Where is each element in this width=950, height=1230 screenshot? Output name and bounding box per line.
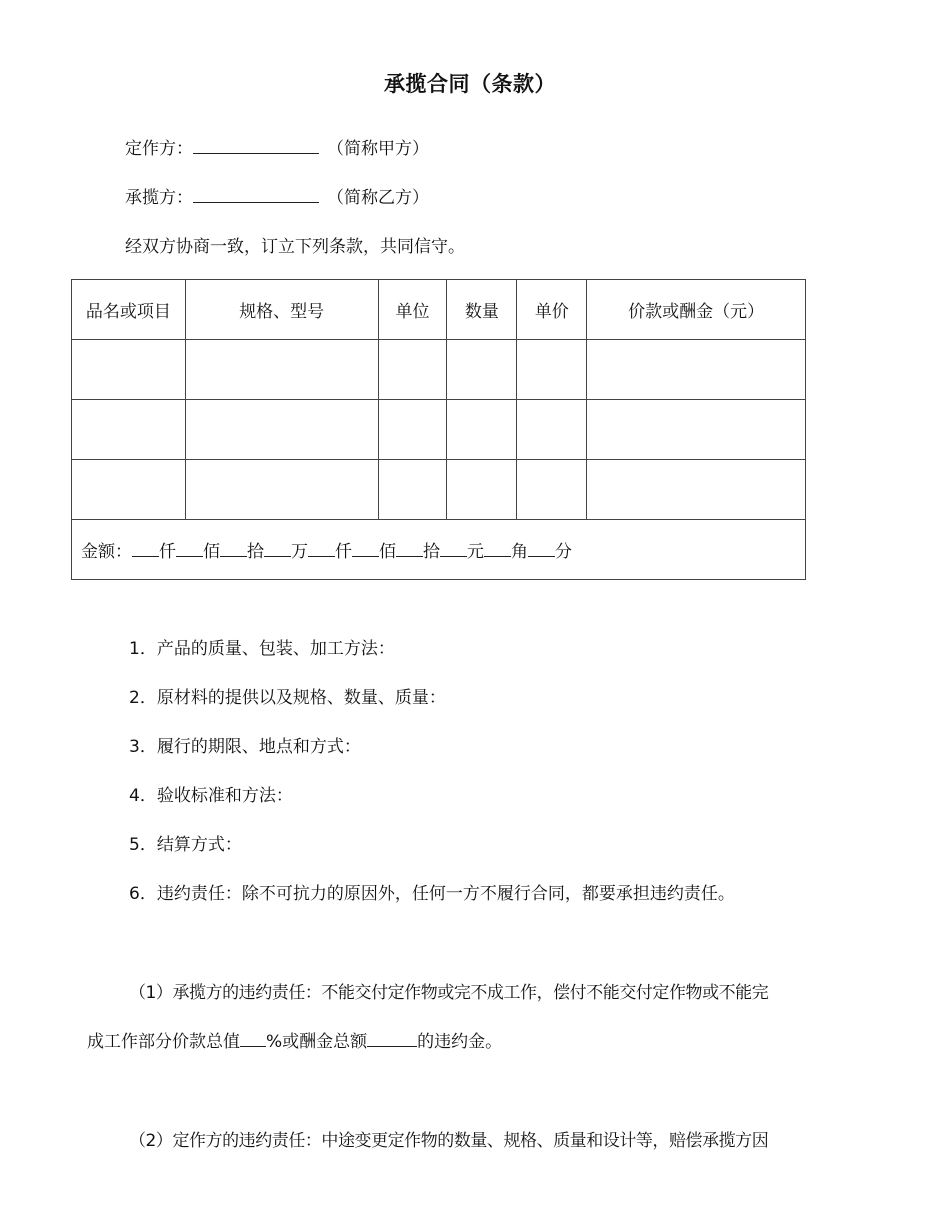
amount-cell [72,520,806,580]
sub-clause-1-text-a: 成工作部分价款总值 [87,1032,240,1052]
header-unit: 单位 [378,280,447,340]
client-line [125,134,429,159]
table-cell[interactable] [587,340,806,400]
client-name-blank[interactable] [193,139,319,154]
amount-blank[interactable] [220,542,247,557]
header-price-or-fee: 价款或酬金（元） [587,280,806,340]
amount-blank[interactable] [132,542,159,557]
amount-unit: 万 [291,542,308,562]
table-cell[interactable] [72,400,186,460]
fee-total-blank[interactable] [367,1032,417,1047]
contractor-name-blank[interactable] [193,188,319,203]
contractor-label: 承揽方： [125,188,193,208]
table-cell[interactable] [72,460,186,520]
sub-clause-1-line1: （1）承揽方的违约责任：不能交付定作物或完不成工作，偿付不能交付定作物或不能完 [129,983,769,1003]
table-cell[interactable] [378,460,447,520]
table-cell[interactable] [185,460,378,520]
contractor-line [125,183,429,208]
table-cell[interactable] [517,400,587,460]
clause-item: 4．验收标准和方法： [129,786,293,806]
table-cell[interactable] [72,340,186,400]
amount-blank[interactable] [264,542,291,557]
amount-blank[interactable] [484,542,511,557]
clause-item: 1．产品的质量、包装、加工方法： [129,639,395,659]
page-title: 承揽合同（条款） [384,72,556,96]
table-row [72,400,806,460]
table-cell[interactable] [447,400,517,460]
table-row [72,460,806,520]
contractor-suffix: （简称乙方） [327,188,429,208]
amount-unit: 角 [511,542,528,562]
table-cell[interactable] [587,460,806,520]
amount-blank[interactable] [176,542,203,557]
sub-clause-1-text-b: %或酬金总额 [266,1032,368,1052]
amount-unit: 仟 [335,542,352,562]
clause-item: 2．原材料的提供以及规格、数量、质量： [129,688,446,708]
header-item-name: 品名或项目 [72,280,186,340]
amount-unit: 拾 [247,542,264,562]
items-table [71,279,806,580]
client-suffix: （简称甲方） [327,139,429,159]
amount-unit: 佰 [379,542,396,562]
table-header-row [72,280,806,340]
table-cell[interactable] [378,340,447,400]
intro-text: 经双方协商一致，订立下列条款，共同信守。 [125,237,465,257]
amount-blank[interactable] [528,542,555,557]
clause-item: 5．结算方式： [129,835,242,855]
table-cell[interactable] [447,460,517,520]
sub-clause-1-text-c: 的违约金。 [417,1032,503,1052]
amount-blank[interactable] [352,542,379,557]
table-row [72,340,806,400]
amount-unit: 仟 [159,542,176,562]
client-label: 定作方： [125,139,193,159]
amount-label: 金额： [81,542,132,562]
sub-clause-2-line1: （2）定作方的违约责任：中途变更定作物的数量、规格、质量和设计等，赔偿承揽方因 [129,1131,769,1151]
table-cell[interactable] [378,400,447,460]
amount-blank[interactable] [308,542,335,557]
table-cell[interactable] [447,340,517,400]
amount-row [72,520,806,580]
clause-item: 6．违约责任：除不可抗力的原因外，任何一方不履行合同，都要承担违约责任。 [129,884,735,904]
amount-unit: 分 [555,542,572,562]
table-cell[interactable] [517,340,587,400]
amount-unit: 拾 [423,542,440,562]
header-spec-model: 规格、型号 [185,280,378,340]
table-cell[interactable] [185,400,378,460]
table-cell[interactable] [587,400,806,460]
table-cell[interactable] [185,340,378,400]
amount-unit: 佰 [203,542,220,562]
percent-blank[interactable] [240,1032,266,1047]
sub-clause-1-line2 [87,1027,502,1052]
table-cell[interactable] [517,460,587,520]
header-quantity: 数量 [447,280,517,340]
amount-unit: 元 [467,542,484,562]
header-unit-price: 单价 [517,280,587,340]
amount-blank[interactable] [396,542,423,557]
clause-item: 3．履行的期限、地点和方式： [129,737,361,757]
amount-blank[interactable] [440,542,467,557]
